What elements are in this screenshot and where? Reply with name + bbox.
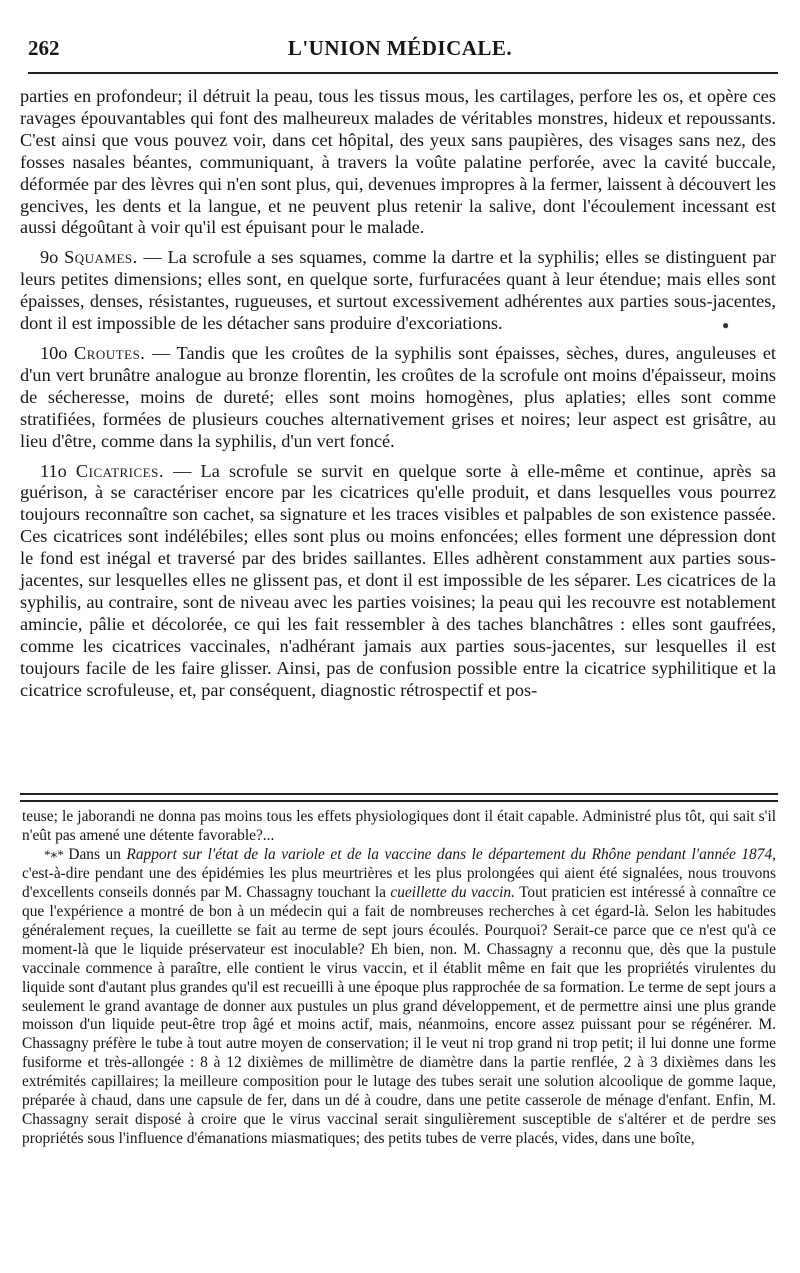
section-heading: Squames. bbox=[64, 247, 138, 268]
report-title: Rapport sur l'état de la variole et de la vaccine dans le département du Rhône pendant l'année 1874, bbox=[126, 845, 776, 863]
page-number: 262 bbox=[28, 36, 60, 60]
section-croutes bbox=[20, 343, 776, 453]
section-text: — La scrofule a ses squames, comme la dartre et la syphilis; elles se distinguent par leurs petites dimensions; elles sont, en quelque sorte, furfuracées quant à leur étendue; mais elles sont épaisses, denses, résistantes, rugueuses, et surtout excessivement adhérentes aux parties sous-jacentes, dont il est impossible de les détacher sans produire d'excoriations. bbox=[20, 247, 777, 334]
section-text: — Tandis que les croûtes de la syphilis sont épaisses, sèches, dures, anguleuses et d'un vert brunâtre analogue au bronze florentin, les croûtes de la scrofule ont moins d'épaisseur, moins de sécheresse, moins de dureté; elles sont moins homogènes, plus aplaties; elles sont comme stratifiées, formées de plusieurs couches alternativement grises et noires; leur aspect est grisâtre, au lieu d'être, comme dans la syphilis, d'un vert foncé. bbox=[20, 342, 777, 451]
italic-term: cueillette du vaccin. bbox=[390, 883, 515, 901]
page-header bbox=[22, 36, 778, 66]
main-text bbox=[20, 86, 776, 709]
running-title: L'UNION MÉDICALE. bbox=[287, 36, 513, 60]
header-rule bbox=[28, 72, 778, 74]
footnote-separator bbox=[20, 793, 778, 802]
section-heading: Cicatrices. bbox=[75, 460, 164, 481]
footnote-article bbox=[22, 846, 776, 1149]
section-text: — La scrofule se survit en quelque sorte à elle-même et continue, après sa guérison, à se caractériser encore par les cicatrices qu'elle produit, et dans lesquelles vous pourrez toujours reconnaître son cachet, sa signature et les traces visibles et palpables de son existence passée. Ces cicatrices sont indélébiles; elles sont plus ou moins enfoncées; elles forment une dépression dont le fond est inégal et traversé par des brides saillantes. Elles adhèrent constamment aux parties sous-jacentes, sur lesquelles elles ne glissent pas, et dont il est impossible de les séparer. Les cicatrices de la syphilis, au contraire, sont de niveau avec les parties voisines; la peau qui les recouvre est notablement amincie, pâlie et décolorée, ce qui les fait ressembler à des taches blanchâtres : elles sont gaufrées, comme les cicatrices vaccinales, n'adhérant jamais aux parties sous-jacentes, sur lesquelles il est toujours facile de les faire glisser. Ainsi, pas de confusion possible entre la cicatrice syphilitique et la cicatrice scrofuleuse, et, par conséquent, diagnostic rétrospectif et pos- bbox=[20, 460, 776, 700]
footnote-continuation: teuse; le jaborandi ne donna pas moins tous les effets physiologiques dont il était capable. Administré plus tôt, qui sait s'il n'eût pas amené une détente favorable?... bbox=[22, 808, 776, 844]
section-cicatrices bbox=[20, 461, 776, 702]
footnote-column bbox=[22, 808, 776, 1149]
ink-blot-mark: ● bbox=[722, 318, 730, 332]
article-text: c'est-à-dire pendant une des épidémies les plus meurtrières et les plus prolongées qui aient été signalées, nous trouvons d'excellents conseils donnés par M. Chassagny touchant la bbox=[22, 864, 776, 901]
section-number: 11o bbox=[40, 460, 67, 481]
section-number: 9o bbox=[40, 247, 59, 268]
section-heading: Croutes. bbox=[74, 342, 146, 363]
section-number: 10o bbox=[40, 342, 68, 363]
article-lead: Dans un bbox=[68, 845, 121, 863]
section-squames bbox=[20, 247, 776, 335]
asterism-icon: *∗* bbox=[44, 846, 63, 862]
paragraph-continuation: parties en profondeur; il détruit la peau, tous les tissus mous, les cartilages, perfore les os, et opère ces ravages épouvantables qui font des malheureux malades de véritables monstres, hideux et repoussants. C'est ainsi que vous pouvez voir, dans cet hôpital, des yeux sans paupières, des visages sans nez, des fosses nasales béantes, communiquant, à travers la voûte palatine perforée, avec la cavité buccale, déformée par des lèvres qui n'en sont plus, qui, devenues impropres à la fermer, laissent à découvert les gencives, les dents et la langue, et ne peuvent plus retenir la salive, dont l'écoulement incessant est aussi dégoûtant à voir qu'il est épuisant pour le malade. bbox=[20, 86, 776, 238]
article-text-rest: Tout praticien est intéressé à connaître ce que l'expérience a montré de bon à un médecin qui a fait de nombreuses recherches à cet égard-là. Selon les habitudes généralement reçues, la cueillette se fait au terme de sept jours écoulés. Pourquoi? Serait-ce parce que ce n'est qu'à ce moment-là que le liquide préservateur est inoculable? Eh bien, non. M. Chassagny a reconnu que, dès que la pustule vaccinale commence à paraître, elle contient le virus vaccin, et il établit même en fait que les propriétés virulentes du liquide sont d'autant plus grandes qu'il est recueilli à une époque plus rapprochée de sa formation. Le terme de sept jours a seulement le grand avantage de donner aux pustules un plus grand développement, et de permettre ainsi une plus grande moisson d'un liquide peut-être trop âgé et moins actif, mais, néanmoins, encore assez puissant pour se régénérer. M. Chassagny préfère le tube à tout autre moyen de conservation; il le veut ni trop grand ni trop petit; il lui donne une forme fusiforme et très-allongée : 8 à 12 dixièmes de millimètre de diamètre dans la partie renflée, 2 à 3 dixièmes dans les extrémités capillaires; la meilleure composition pour le lutage des tubes serait une solution alcoolique de gomme laque, préparée à chaud, dans une capsule de fer, dans un dé à coudre, dans une petite casserole de ménage d'enfant. Enfin, M. Chassagny serait disposé à croire que le virus vaccinal serait singulièrement susceptible de s'altérer et de perdre ses propriétés sous l'influence d'émanations miasmatiques; des petits tubes de verre placés, vides, dans une boîte, bbox=[22, 883, 776, 1148]
